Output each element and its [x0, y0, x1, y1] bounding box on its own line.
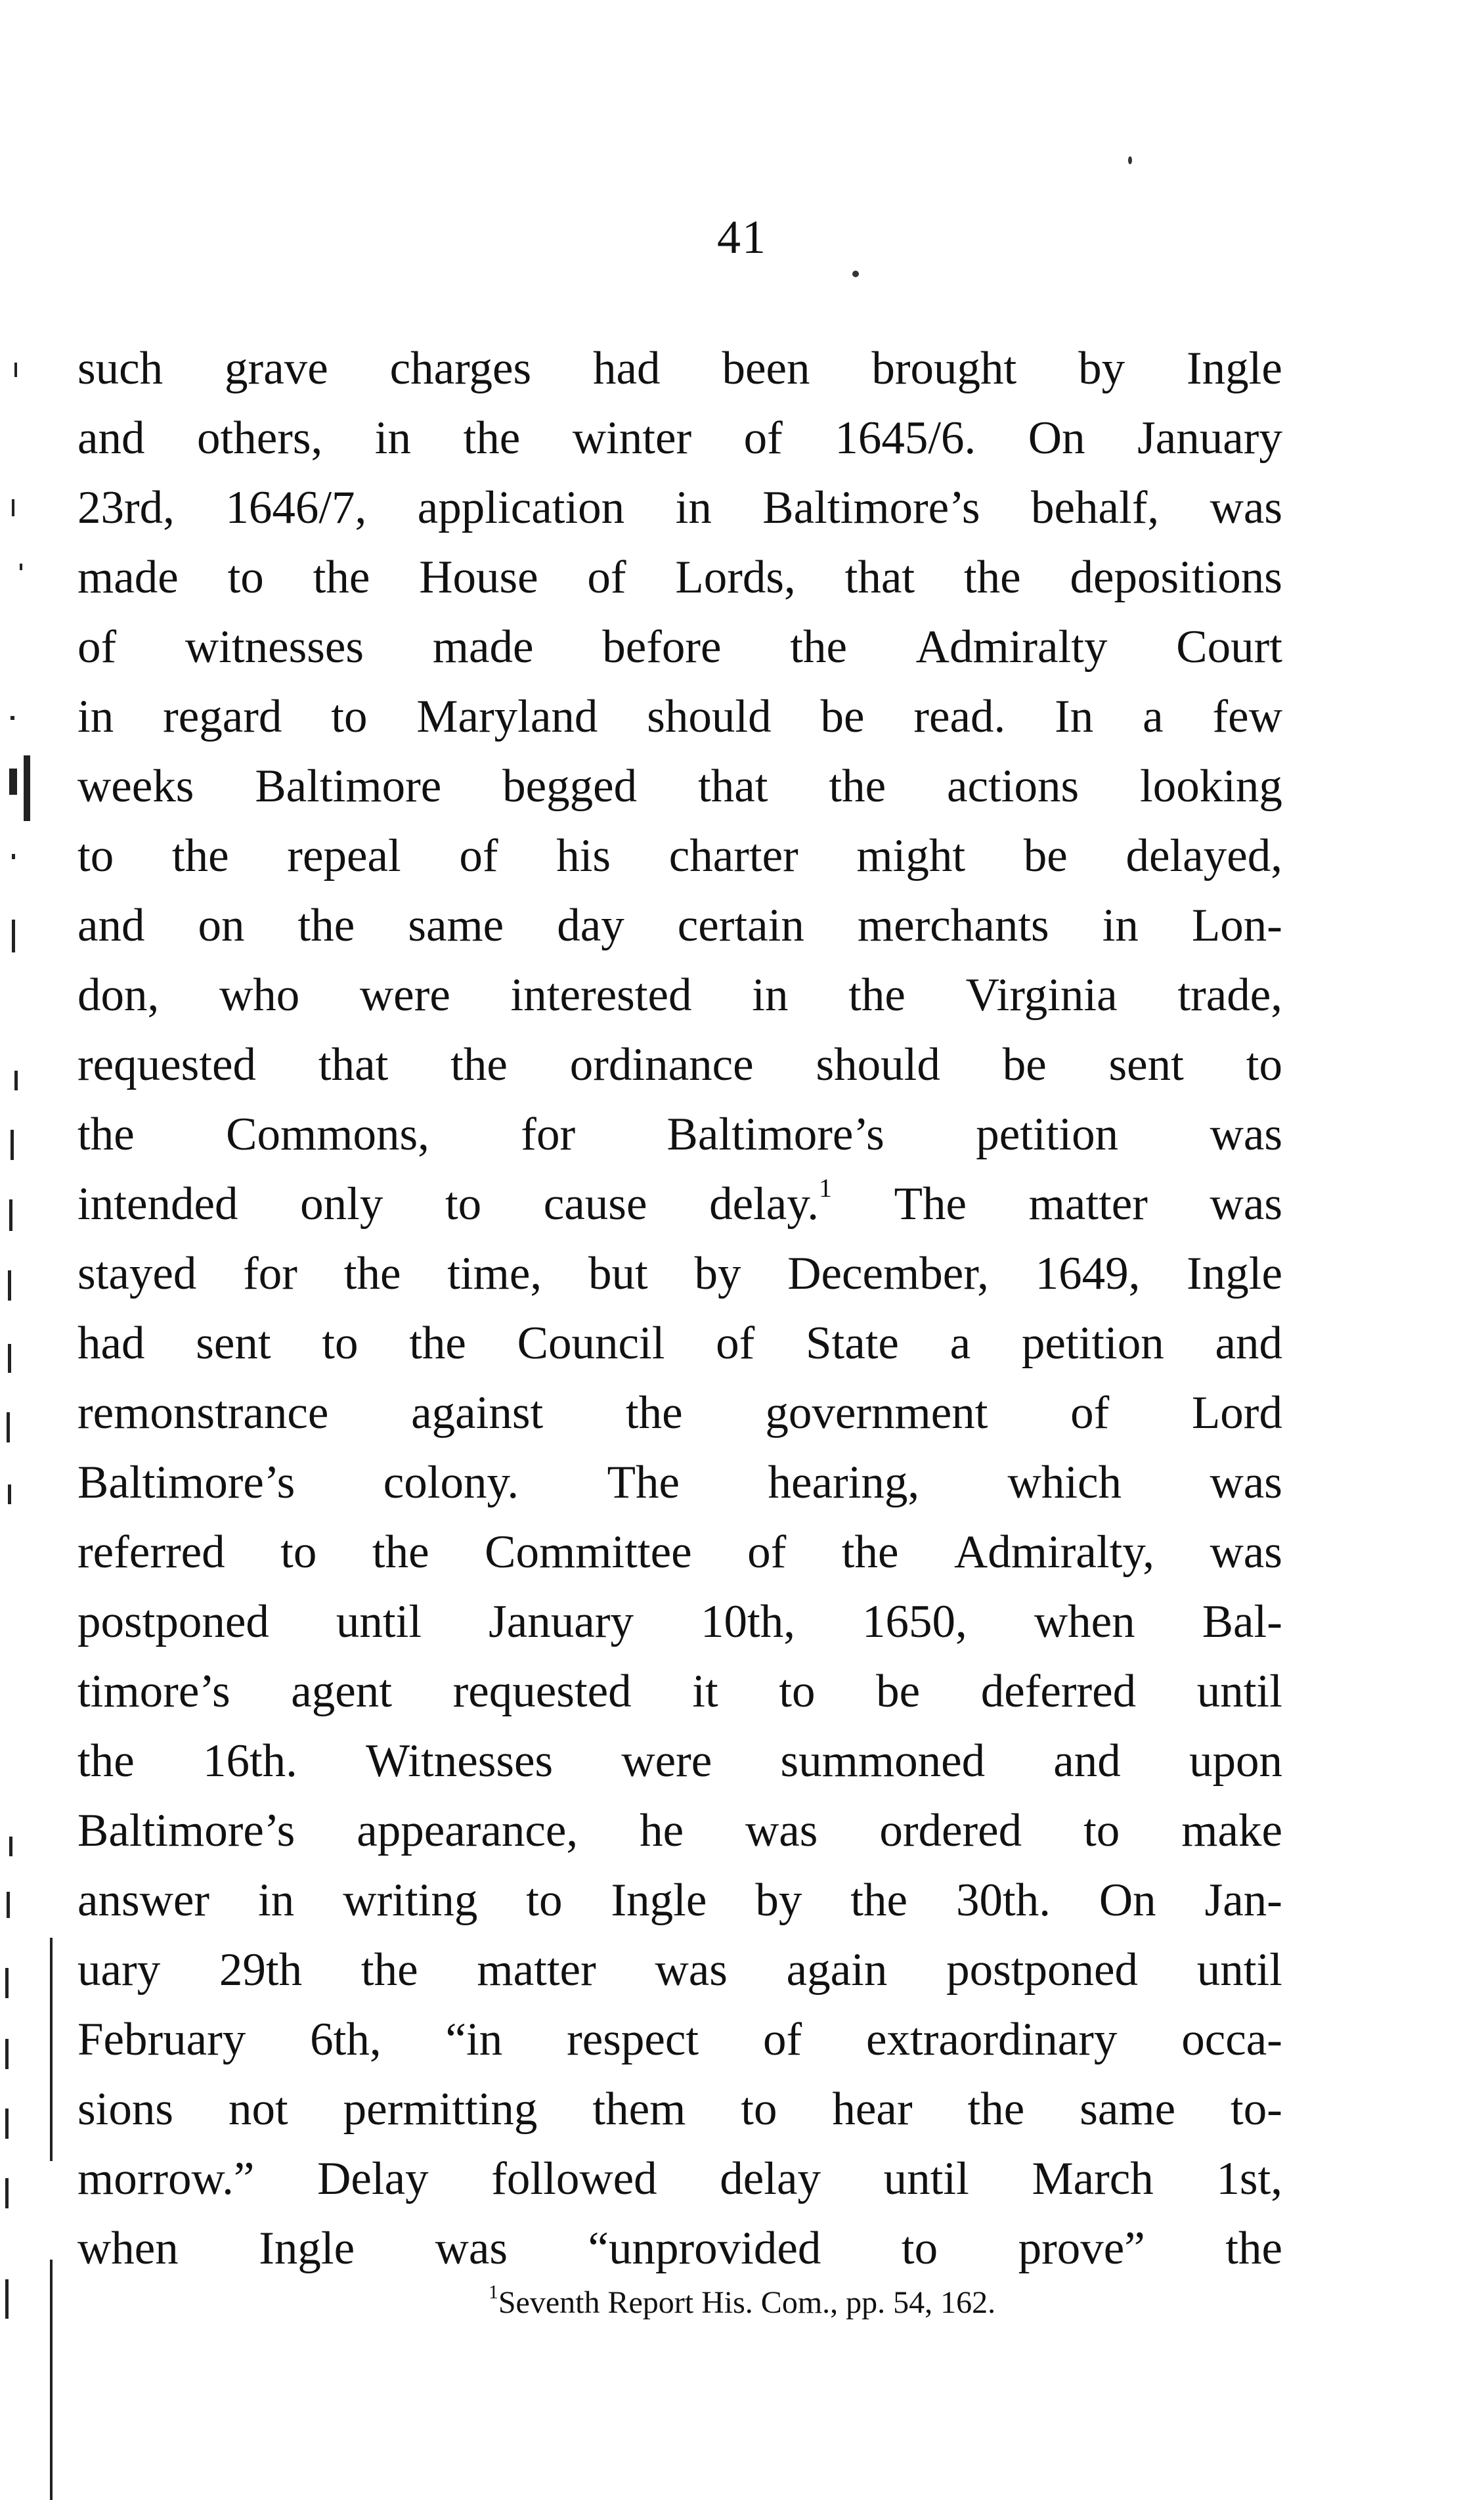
word: to: [227, 552, 264, 603]
word: “in: [445, 2014, 503, 2065]
word: was: [1210, 1457, 1282, 1508]
word: until: [336, 1596, 422, 1647]
text-line: [77, 1169, 1282, 1239]
word: only: [300, 1178, 383, 1230]
word: January: [1137, 413, 1282, 464]
word: but: [588, 1248, 648, 1299]
word: application: [417, 482, 625, 533]
word: the: [463, 413, 521, 464]
word: the: [372, 1527, 429, 1578]
word: in: [77, 691, 114, 742]
text-line: [77, 1100, 1282, 1169]
word: was: [1210, 1109, 1282, 1160]
word: appearance,: [357, 1805, 578, 1856]
word: sent: [196, 1318, 271, 1369]
word: 16th.: [202, 1735, 297, 1787]
text-line: [77, 1865, 1282, 1935]
word: who: [219, 970, 300, 1021]
word: requested: [77, 1039, 257, 1090]
text-line: [77, 1239, 1282, 1308]
word: In: [1055, 691, 1094, 742]
body-text: [77, 334, 1282, 2283]
word: to: [280, 1527, 317, 1578]
word: be: [1023, 830, 1068, 882]
word: summoned: [780, 1735, 986, 1787]
word: permitting: [343, 2084, 538, 2135]
word: were: [621, 1735, 712, 1787]
text-line: [77, 1796, 1282, 1865]
word: 1650,: [862, 1596, 967, 1647]
word: ordered: [879, 1805, 1022, 1856]
word: and: [77, 413, 145, 464]
word: matter: [1028, 1178, 1148, 1230]
word: the: [171, 830, 229, 882]
word: the: [850, 1875, 908, 1926]
word: Baltimore’s: [762, 482, 980, 533]
text-line: [77, 1935, 1282, 2005]
word: to: [445, 1178, 482, 1230]
word: had: [593, 343, 661, 394]
word: he: [640, 1805, 684, 1856]
word: 6th,: [310, 2014, 382, 2065]
page-speck: [1128, 156, 1132, 164]
word: to: [1246, 1039, 1282, 1090]
word: should: [816, 1039, 940, 1090]
word: brought: [871, 343, 1017, 394]
word: merchants: [857, 900, 1049, 951]
word: the: [967, 2084, 1025, 2135]
word: to: [526, 1875, 563, 1926]
word: remonstrance: [77, 1387, 329, 1439]
word: charter: [668, 830, 798, 882]
word: hear: [832, 2084, 913, 2135]
text-line: [77, 682, 1282, 751]
word: to: [331, 691, 368, 742]
footnote-marker: 1: [488, 2281, 498, 2303]
word: 1646/7,: [225, 482, 367, 533]
word: petition: [976, 1109, 1119, 1160]
word: was: [655, 1944, 728, 1996]
word: of: [1070, 1387, 1110, 1439]
word: Baltimore: [255, 761, 442, 812]
text-line: [77, 821, 1282, 891]
word: of: [459, 830, 498, 882]
word: 1649,: [1035, 1248, 1141, 1299]
word: on: [198, 900, 245, 951]
word: Ingle: [1187, 343, 1282, 394]
word: 1st,: [1216, 2153, 1282, 2204]
word: the: [313, 552, 370, 603]
word: answer: [77, 1875, 210, 1926]
word: and: [77, 900, 145, 951]
word: House: [419, 552, 538, 603]
text-line: [77, 1448, 1282, 1517]
word: the: [409, 1318, 466, 1369]
word: of: [587, 552, 626, 603]
word: of: [762, 2014, 802, 2065]
word: Commons,: [226, 1109, 429, 1160]
word: the: [848, 970, 906, 1021]
word: 10th,: [701, 1596, 795, 1647]
word: respect: [567, 2014, 699, 2065]
word: sions: [77, 2084, 173, 2135]
left-margin-bleed-through: [0, 0, 72, 2500]
word: stayed: [77, 1248, 197, 1299]
word: was: [1210, 482, 1282, 533]
word: Lord: [1191, 1387, 1282, 1439]
word: made: [77, 552, 179, 603]
word: winter: [572, 413, 692, 464]
word: the: [1225, 2223, 1282, 2274]
word: December,: [787, 1248, 989, 1299]
word: postponed: [77, 1596, 269, 1647]
word: grave: [225, 343, 328, 394]
word: to: [322, 1318, 359, 1369]
word: matter: [477, 1944, 596, 1996]
word: charges: [389, 343, 532, 394]
text-line: [77, 1378, 1282, 1448]
text-line: [77, 1726, 1282, 1796]
word: a: [949, 1318, 971, 1369]
word: Lords,: [675, 552, 796, 603]
word: trade,: [1177, 970, 1282, 1021]
word: by: [694, 1248, 741, 1299]
word: hearing,: [768, 1457, 920, 1508]
word: made: [432, 621, 534, 673]
page-number: 41: [717, 211, 767, 263]
text-line: [77, 334, 1282, 403]
word: petition: [1021, 1318, 1164, 1369]
word: time,: [447, 1248, 542, 1299]
word: might: [856, 830, 966, 882]
word: Maryland: [416, 691, 598, 742]
word: the: [841, 1527, 899, 1578]
text-line: [77, 543, 1282, 612]
word: government: [765, 1387, 988, 1439]
word: in: [258, 1875, 295, 1926]
word: looking: [1139, 761, 1282, 812]
word: depositions: [1070, 552, 1282, 603]
word: that: [844, 552, 915, 603]
word: intended: [77, 1178, 238, 1230]
text-line: [77, 751, 1282, 821]
word: Jan-: [1204, 1875, 1282, 1926]
word: weeks: [77, 761, 194, 812]
footnote-marker: 1: [818, 1173, 832, 1203]
word: February: [77, 2014, 246, 2065]
word: The: [607, 1457, 680, 1508]
word: be: [820, 691, 865, 742]
word: until: [1196, 1666, 1282, 1717]
word: prove”: [1018, 2223, 1145, 2274]
word: agent: [291, 1666, 393, 1717]
word: read.: [913, 691, 1006, 742]
word: morrow.”: [77, 2153, 255, 2204]
text-line: [77, 473, 1282, 543]
word: the: [790, 621, 847, 673]
text-line: [77, 2005, 1282, 2074]
word: Virginia: [965, 970, 1118, 1021]
word: certain: [677, 900, 804, 951]
text-line: [77, 1030, 1282, 1100]
word: to: [901, 2223, 938, 2274]
word: by: [1078, 343, 1125, 394]
word: had: [77, 1318, 145, 1369]
word: to: [1083, 1805, 1120, 1856]
word: same: [408, 900, 504, 951]
word: January: [489, 1596, 634, 1647]
word: interested: [510, 970, 692, 1021]
word: repeal: [287, 830, 401, 882]
word: upon: [1189, 1735, 1282, 1787]
word: don,: [77, 970, 160, 1021]
word: March: [1032, 2153, 1154, 2204]
word: State: [805, 1318, 899, 1369]
text-line: [77, 891, 1282, 960]
word: them: [592, 2084, 686, 2135]
word: others,: [197, 413, 323, 464]
word: until: [883, 2153, 969, 2204]
word: followed: [491, 2153, 657, 2204]
word: referred: [77, 1527, 225, 1578]
text-line: [77, 2144, 1282, 2214]
word: colony.: [383, 1457, 519, 1508]
word: was: [1210, 1527, 1282, 1578]
word: cause: [543, 1178, 647, 1230]
word: Ingle: [259, 2223, 355, 2274]
word: “unprovided: [588, 2223, 821, 2274]
word: sent: [1108, 1039, 1184, 1090]
word: of: [716, 1318, 755, 1369]
word: for: [243, 1248, 297, 1299]
word: before: [602, 621, 722, 673]
word: and: [1215, 1318, 1282, 1369]
word: day: [557, 900, 624, 951]
word: the: [343, 1248, 401, 1299]
word: uary: [77, 1944, 161, 1996]
word: the: [360, 1944, 418, 1996]
word: Ingle: [1187, 1248, 1282, 1299]
word: On: [1099, 1875, 1156, 1926]
word: to: [77, 830, 114, 882]
word: the: [829, 761, 886, 812]
word: when: [1034, 1596, 1135, 1647]
word: make: [1181, 1805, 1282, 1856]
footnote: $^1$Seventh Report His. Com., pp. 54, 162.: [488, 2281, 996, 2320]
word: 23rd,: [77, 482, 175, 533]
word: behalf,: [1030, 482, 1160, 533]
word: a: [1143, 691, 1164, 742]
word: actions: [947, 761, 1080, 812]
word: 1645/6.: [835, 413, 976, 464]
word: 29th: [219, 1944, 303, 1996]
word: of: [747, 1527, 787, 1578]
word: be: [876, 1666, 921, 1717]
word: Ingle: [611, 1875, 707, 1926]
text-line: [77, 960, 1282, 1030]
text-line: [77, 612, 1282, 682]
word: and: [1053, 1735, 1121, 1787]
word: Witnesses: [366, 1735, 554, 1787]
word: the: [963, 552, 1021, 603]
word: to-: [1231, 2084, 1282, 2135]
word: the: [625, 1387, 683, 1439]
word: such: [77, 343, 164, 394]
word: extraordinary: [865, 2014, 1118, 2065]
word: was: [435, 2223, 508, 2274]
word: the: [297, 900, 355, 951]
word: should: [647, 691, 772, 742]
word: his: [556, 830, 611, 882]
word: Baltimore’s: [77, 1457, 295, 1508]
word: Bal-: [1202, 1596, 1282, 1647]
word: postponed: [946, 1944, 1138, 1996]
word: against: [411, 1387, 544, 1439]
word: same: [1080, 2084, 1176, 2135]
word: the: [450, 1039, 508, 1090]
word: Committee: [485, 1527, 692, 1578]
word: until: [1196, 1944, 1282, 1996]
word: the: [77, 1109, 135, 1160]
page-speck: [852, 271, 859, 277]
word: that: [318, 1039, 389, 1090]
word: ordinance: [569, 1039, 754, 1090]
word: Court: [1176, 621, 1282, 673]
text-line: [77, 2214, 1282, 2283]
word: been: [722, 343, 810, 394]
text-line: [77, 1308, 1282, 1378]
word: regard: [163, 691, 282, 742]
word: to: [779, 1666, 816, 1717]
word: occa-: [1181, 2014, 1282, 2065]
word: The: [894, 1178, 967, 1230]
text-line: [77, 403, 1282, 473]
word: deferred: [980, 1666, 1137, 1717]
word: timore’s: [77, 1666, 230, 1717]
word: of: [743, 413, 783, 464]
text-line: [77, 1517, 1282, 1587]
word: to: [741, 2084, 777, 2135]
word: the: [77, 1735, 135, 1787]
word: witnesses: [185, 621, 364, 673]
word: in: [752, 970, 789, 1021]
word: delay: [720, 2153, 821, 2204]
word: be: [1002, 1039, 1047, 1090]
word: not: [228, 2084, 288, 2135]
word: delay.$^1$: [709, 1173, 832, 1230]
word: in: [374, 413, 412, 464]
word: was: [1210, 1178, 1282, 1230]
word: Baltimore’s: [666, 1109, 884, 1160]
word: that: [698, 761, 768, 812]
word: Baltimore’s: [77, 1805, 295, 1856]
text-line: [77, 2074, 1282, 2144]
word: of: [77, 621, 117, 673]
word: when: [77, 2223, 179, 2274]
word: Admiralty: [915, 621, 1108, 673]
text-line: [77, 1587, 1282, 1657]
word: again: [786, 1944, 888, 1996]
word: for: [521, 1109, 576, 1160]
word: which: [1007, 1457, 1122, 1508]
word: Council: [517, 1318, 665, 1369]
word: in: [675, 482, 712, 533]
word: 30th.: [955, 1875, 1051, 1926]
word: by: [755, 1875, 802, 1926]
word: in: [1102, 900, 1139, 951]
word: writing: [343, 1875, 478, 1926]
word: Admiralty,: [954, 1527, 1155, 1578]
word: requested: [452, 1666, 632, 1717]
word: few: [1212, 691, 1282, 742]
word: Delay: [317, 2153, 429, 2204]
word: was: [745, 1805, 818, 1856]
word: begged: [502, 761, 638, 812]
word: On: [1028, 413, 1085, 464]
word: delayed,: [1125, 830, 1282, 882]
text-line: [77, 1657, 1282, 1726]
word: Lon-: [1191, 900, 1282, 951]
word: it: [692, 1666, 718, 1717]
word: were: [359, 970, 450, 1021]
